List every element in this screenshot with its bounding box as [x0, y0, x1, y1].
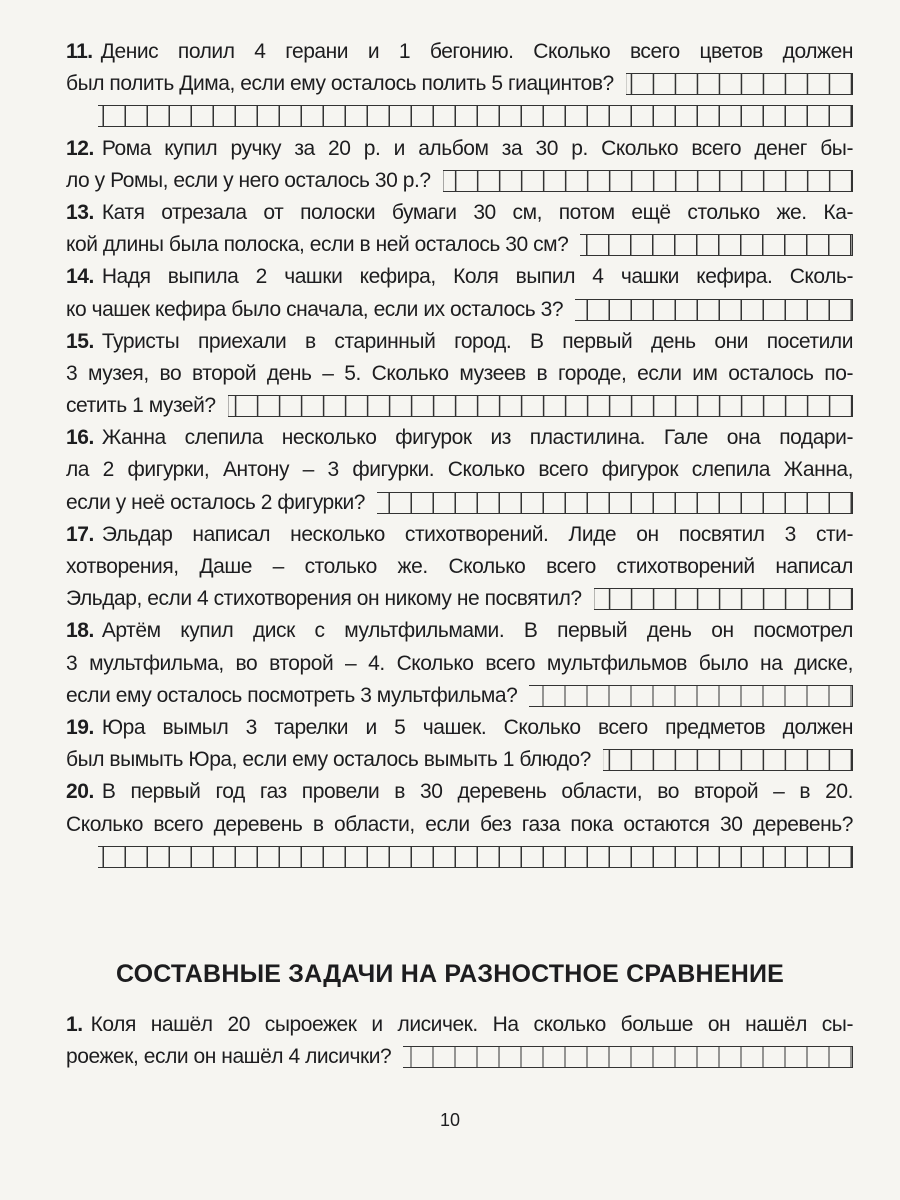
problem-text: Жанна слепила несколько фигурок из пластилина. Гале она подари- — [101, 426, 853, 450]
problem-text: 3 мультфильма, во второй – 4. Сколько всего мультфильмов было на диске, — [66, 651, 853, 675]
problem-line — [66, 165, 853, 197]
problem-text: хотворения, Даше – столько же. Сколько всего стихотворений написал — [66, 555, 853, 578]
answer-cells[interactable] — [403, 1046, 853, 1068]
problem-text: Артём купил диск с мультфильмами. В первый день он посмотрел — [101, 619, 853, 643]
answer-cells[interactable] — [228, 395, 853, 417]
answer-cells[interactable] — [443, 170, 853, 192]
problem-text: ла 2 фигурки, Антону – 3 фигурки. Сколько всего фигурок слепила Жанна, — [66, 458, 853, 482]
problem-19 — [66, 712, 853, 776]
problem-text: Юра вымыл 3 тарелки и 5 чашек. Сколько всего предметов должен — [101, 715, 853, 739]
section-problem-list — [66, 1009, 853, 1073]
problem-17 — [66, 519, 853, 616]
answer-cells[interactable] — [626, 73, 853, 95]
problem-11 — [66, 36, 853, 133]
problem-12 — [66, 133, 853, 197]
problem-line — [66, 133, 853, 165]
problem-line — [66, 809, 853, 841]
problem-text: был вымыть Юра, если ему осталось вымыть 1 блюдо? — [66, 748, 591, 772]
problem-text: Эльдар написал несколько стихотворений. Лиде он посвятил 3 сти- — [101, 522, 853, 546]
answer-cells[interactable] — [575, 299, 853, 321]
page-number: 10 — [439, 1110, 461, 1130]
problem-14 — [66, 261, 853, 325]
problem-text: Надя выпила 2 чашки кефира, Коля выпил 4 чашки кефира. Сколь- — [101, 265, 853, 289]
problem-16 — [66, 422, 853, 519]
problem-text: Рома купил ручку за 20 р. и альбом за 30 р. Сколько всего денег бы- — [101, 136, 853, 160]
answer-cells[interactable] — [98, 105, 853, 127]
problem-number: 12. — [66, 136, 94, 160]
problem-number: 17. — [66, 522, 94, 546]
answer-row — [66, 841, 853, 873]
problem-line — [66, 615, 853, 647]
problem-13 — [66, 197, 853, 261]
problem-number: 20. — [66, 780, 94, 804]
problem-line — [66, 390, 853, 422]
problem-text: Эльдар, если 4 стихотворения он никому не посвятил? — [66, 587, 582, 611]
problem-line — [66, 36, 853, 68]
problem-line — [66, 422, 853, 454]
problem-line — [66, 358, 853, 390]
problem-line — [66, 680, 853, 712]
problem-line — [66, 197, 853, 229]
problem-text: кой длины была полоска, если в ней осталось 30 см? — [66, 233, 569, 257]
problem-line — [66, 744, 853, 776]
problem-text: Коля нашёл 20 сыроежек и лисичек. На сколько больше он нашёл сы- — [90, 1013, 853, 1036]
problem-text: В первый год газ провели в 30 деревень области, во второй – в 20. — [101, 780, 853, 804]
problem-line — [66, 519, 853, 551]
section-title: СОСТАВНЫЕ ЗАДАЧИ НА РАЗНОСТНОЕ СРАВНЕНИЕ — [116, 960, 784, 988]
problem-number: 11. — [66, 40, 93, 63]
problem-number: 1. — [66, 1013, 83, 1036]
problem-number: 15. — [66, 329, 94, 353]
problem-text: роежек, если он нашёл 4 лисички? — [66, 1045, 392, 1069]
problem-text: 3 музея, во второй день – 5. Сколько музеев в городе, если им осталось по- — [66, 361, 853, 385]
problem-text: Туристы приехали в старинный город. В первый день они посетили — [101, 329, 853, 353]
problem-text: Сколько всего деревень в области, если без газа пока остаются 30 деревень? — [66, 812, 853, 836]
problem-15 — [66, 326, 853, 423]
problem-line — [66, 68, 853, 100]
problem-text: Денис полил 4 герани и 1 бегонию. Сколько всего цветов должен — [100, 40, 853, 63]
problem-line — [66, 712, 853, 744]
problem-text: ло у Ромы, если у него осталось 30 р.? — [66, 168, 431, 192]
problem-line — [66, 294, 853, 326]
problem-number: 18. — [66, 619, 94, 643]
problem-line — [66, 1009, 853, 1041]
problem-number: 13. — [66, 200, 94, 224]
problem-18 — [66, 615, 853, 712]
problem-list — [66, 36, 853, 873]
problem-line — [66, 326, 853, 358]
problem-20 — [66, 776, 853, 873]
problem-line — [66, 776, 853, 808]
answer-cells[interactable] — [594, 588, 853, 610]
problem-line — [66, 583, 853, 615]
problem-text: был полить Дима, если ему осталось полить 5 гиацинтов? — [66, 72, 614, 96]
problem-number: 19. — [66, 715, 94, 739]
answer-cells[interactable] — [603, 749, 853, 771]
problem-1 — [66, 1009, 853, 1073]
problem-line — [66, 487, 853, 519]
problem-text: если ему осталось посмотреть 3 мультфильма? — [66, 683, 518, 707]
answer-cells[interactable] — [529, 685, 853, 707]
problem-text: Катя отрезала от полоски бумаги 30 см, потом ещё столько же. Ка- — [101, 200, 853, 224]
problem-number: 16. — [66, 426, 94, 450]
problem-line — [66, 1041, 853, 1073]
answer-cells[interactable] — [98, 846, 853, 868]
answer-row — [66, 100, 853, 132]
problem-line — [66, 229, 853, 261]
problem-text: сетить 1 музей? — [66, 394, 216, 418]
problem-line — [66, 261, 853, 293]
problem-text: ко чашек кефира было сначала, если их осталось 3? — [66, 297, 564, 321]
problem-line — [66, 648, 853, 680]
problem-line — [66, 454, 853, 486]
problem-text: если у неё осталось 2 фигурки? — [66, 490, 366, 514]
answer-cells[interactable] — [377, 492, 853, 514]
problem-number: 14. — [66, 265, 94, 289]
answer-cells[interactable] — [580, 234, 853, 256]
problem-line — [66, 551, 853, 583]
